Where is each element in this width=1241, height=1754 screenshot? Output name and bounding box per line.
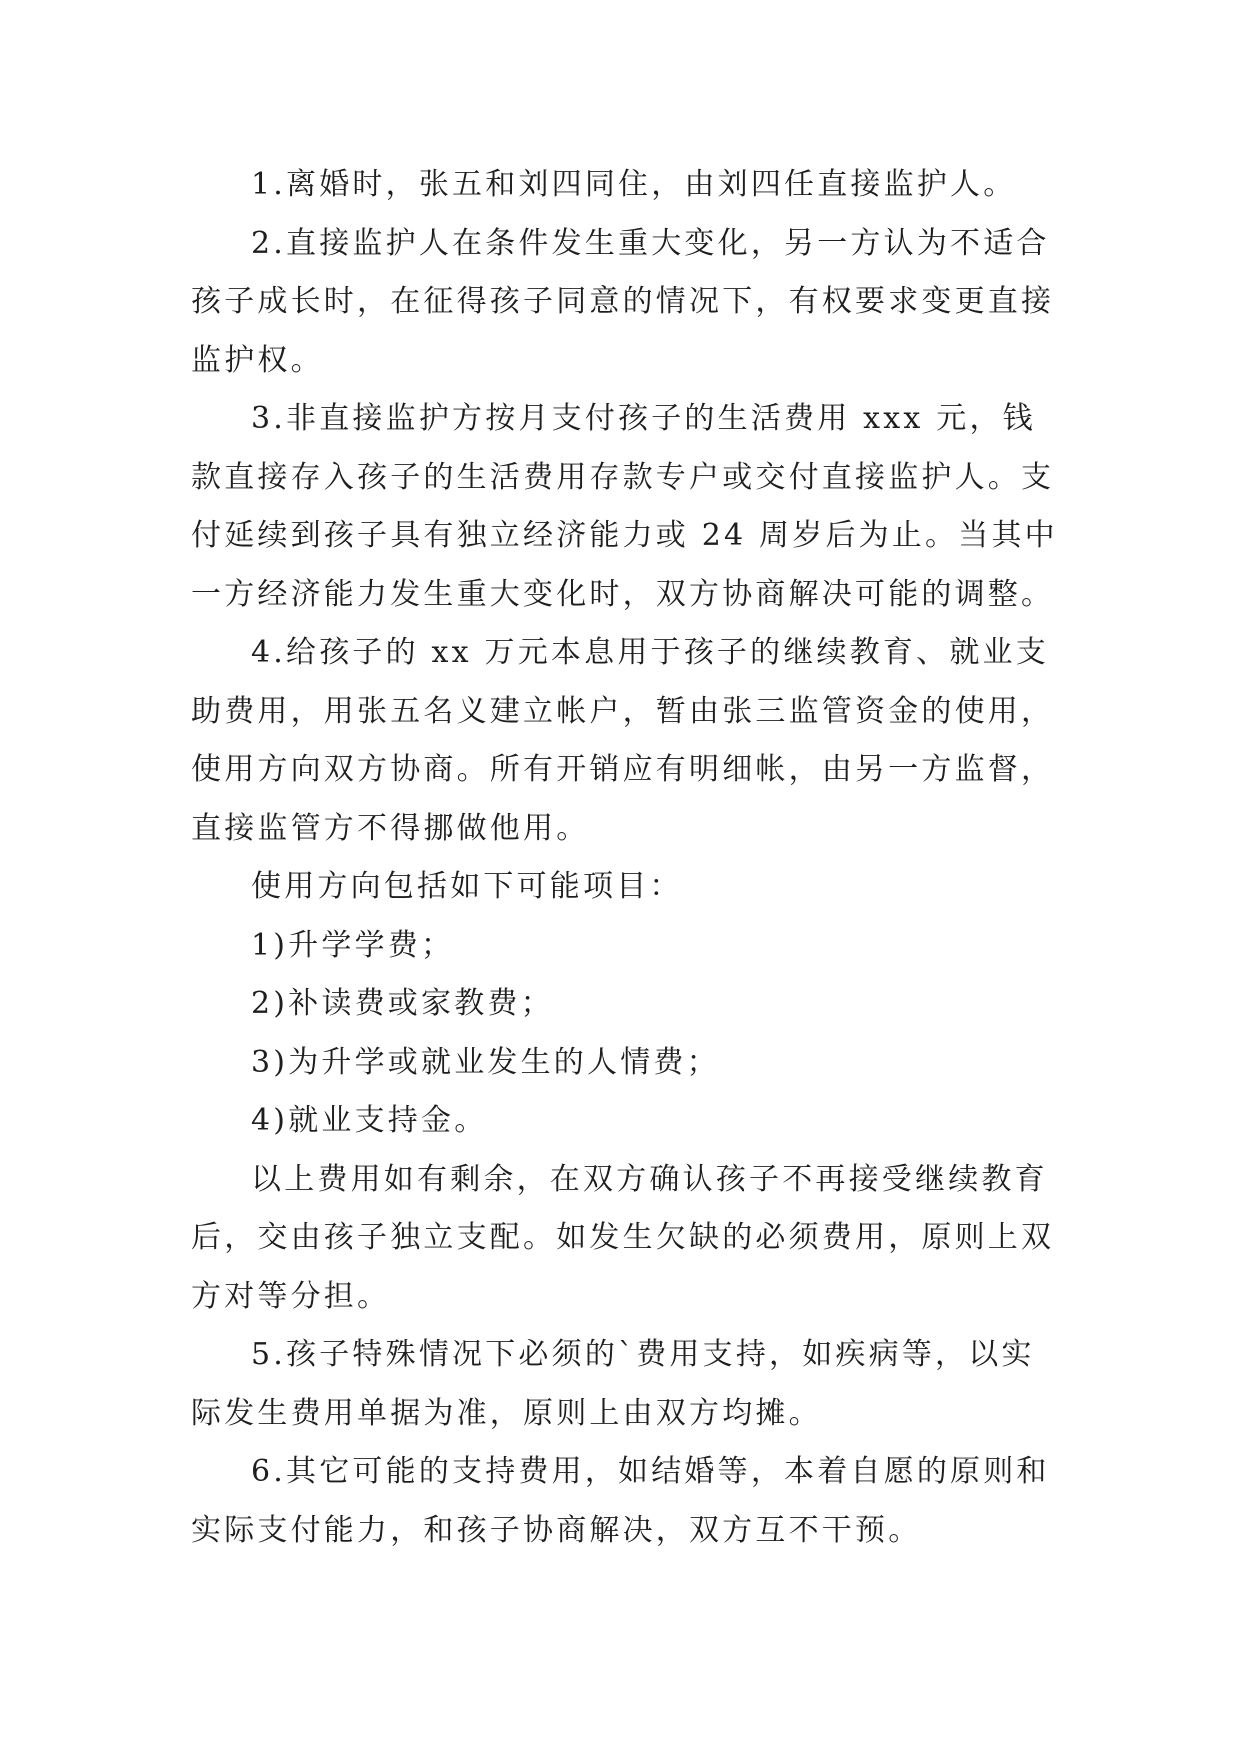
paragraph-clause-3: 3.非直接监护方按月支付孩子的生活费用 xxx 元，钱款直接存入孩子的生活费用存款专户或交付直接监护人。支付延续到孩子具有独立经济能力或 24 周岁后为止。当其中一方经济能力发生重大变化时，双方协商解决可能的调整。 (191, 401, 1058, 612)
paragraph-clause-2: 2.直接监护人在条件发生重大变化，另一方认为不适合孩子成长时，在征得孩子同意的情况下，有权要求变更直接监护权。 (191, 225, 1055, 378)
list-item-4: 4)就业支持金。 (251, 1103, 488, 1138)
paragraph-clause-1: 1.离婚时，张五和刘四同住，由刘四任直接监护人。 (251, 167, 1017, 202)
document-body (191, 156, 1061, 1560)
list-item-3: 3)为升学或就业发生的人情费； (251, 1044, 720, 1080)
paragraph-clause-6: 6.其它可能的支持费用，如结婚等，本着自愿的原则和实际支付能力，和孩子协商解决，双方互不干预。 (191, 1454, 1050, 1548)
list-item-2: 2)补读费或家教费； (251, 986, 554, 1021)
paragraph-usage-intro: 使用方向包括如下可能项目： (251, 869, 683, 904)
paragraph-clause-4: 4.给孩子的 xx 万元本息用于孩子的继续教育、就业支助费用，用张五名义建立帐户，暂由张三监管资金的使用，使用方向双方协商。所有开销应有明细帐，由另一方监督，直接监管方不得挪做他用。 (191, 635, 1055, 846)
paragraph-surplus: 以上费用如有剩余，在双方确认孩子不再接受继续教育后，交由孩子独立支配。如发生欠缺的必须费用，原则上双方对等分担。 (191, 1161, 1055, 1314)
list-item-1: 1)升学学费； (251, 927, 455, 963)
paragraph-clause-5: 5.孩子特殊情况下必须的`费用支持，如疾病等，以实际发生费用单据为准，原则上由双方均摊。 (191, 1337, 1035, 1431)
